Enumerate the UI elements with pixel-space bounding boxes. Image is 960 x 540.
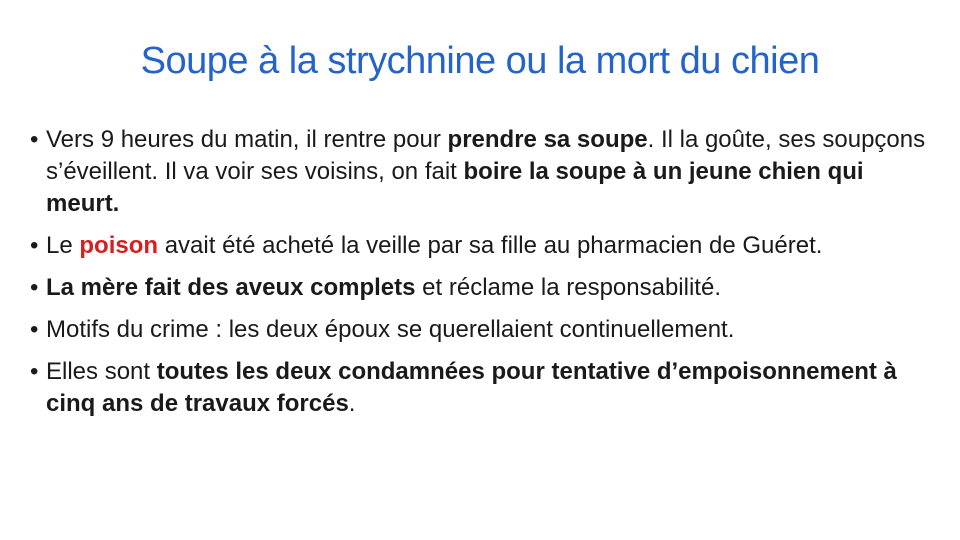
bullet-icon: • [30,232,39,259]
bullet-text-part: et réclame la responsabilité. [415,274,721,301]
bullet-icon: • [30,358,39,385]
bullet-list [30,124,930,430]
bullet-text [46,356,930,420]
bullet-text-part: toutes les deux condamnées pour tentative d’empoisonnement à cinq ans de travaux forcés [46,358,897,417]
bullet-text-part: boire la soupe à un jeune chien qui meurt. [46,158,864,217]
bullet-item [30,230,930,262]
bullet-text [46,272,930,304]
bullet-text-part: . [348,390,356,417]
bullet-icon: • [30,126,39,153]
bullet-text [46,124,930,220]
bullet-text [46,314,930,346]
slide-title: Soupe à la strychnine ou la mort du chien [140,40,820,82]
bullet-item [30,314,930,346]
bullet-text-part: La mère fait des aveux complets [46,274,416,301]
bullet-icon: • [30,274,39,301]
bullet-text-part: . Il la goûte, ses soupçons s’éveillent. Il va voir ses voisins, on fait [46,126,926,185]
bullet-text-part: Le [46,232,80,259]
bullet-item [30,272,930,304]
bullet-icon: • [30,316,39,343]
bullet-text-part: Elles sont [46,358,157,385]
bullet-text-part: avait été acheté la veille par sa fille au pharmacien de Guéret. [158,232,823,259]
bullet-item [30,356,930,420]
bullet-text-part: poison [79,232,159,259]
bullet-text-part: Motifs du crime : les deux époux se querellaient continuellement. [46,316,735,343]
bullet-text [46,230,930,262]
bullet-text-part: prendre sa soupe [447,126,648,153]
bullet-item [30,124,930,220]
bullet-text-part: Vers 9 heures du matin, il rentre pour [46,126,448,153]
